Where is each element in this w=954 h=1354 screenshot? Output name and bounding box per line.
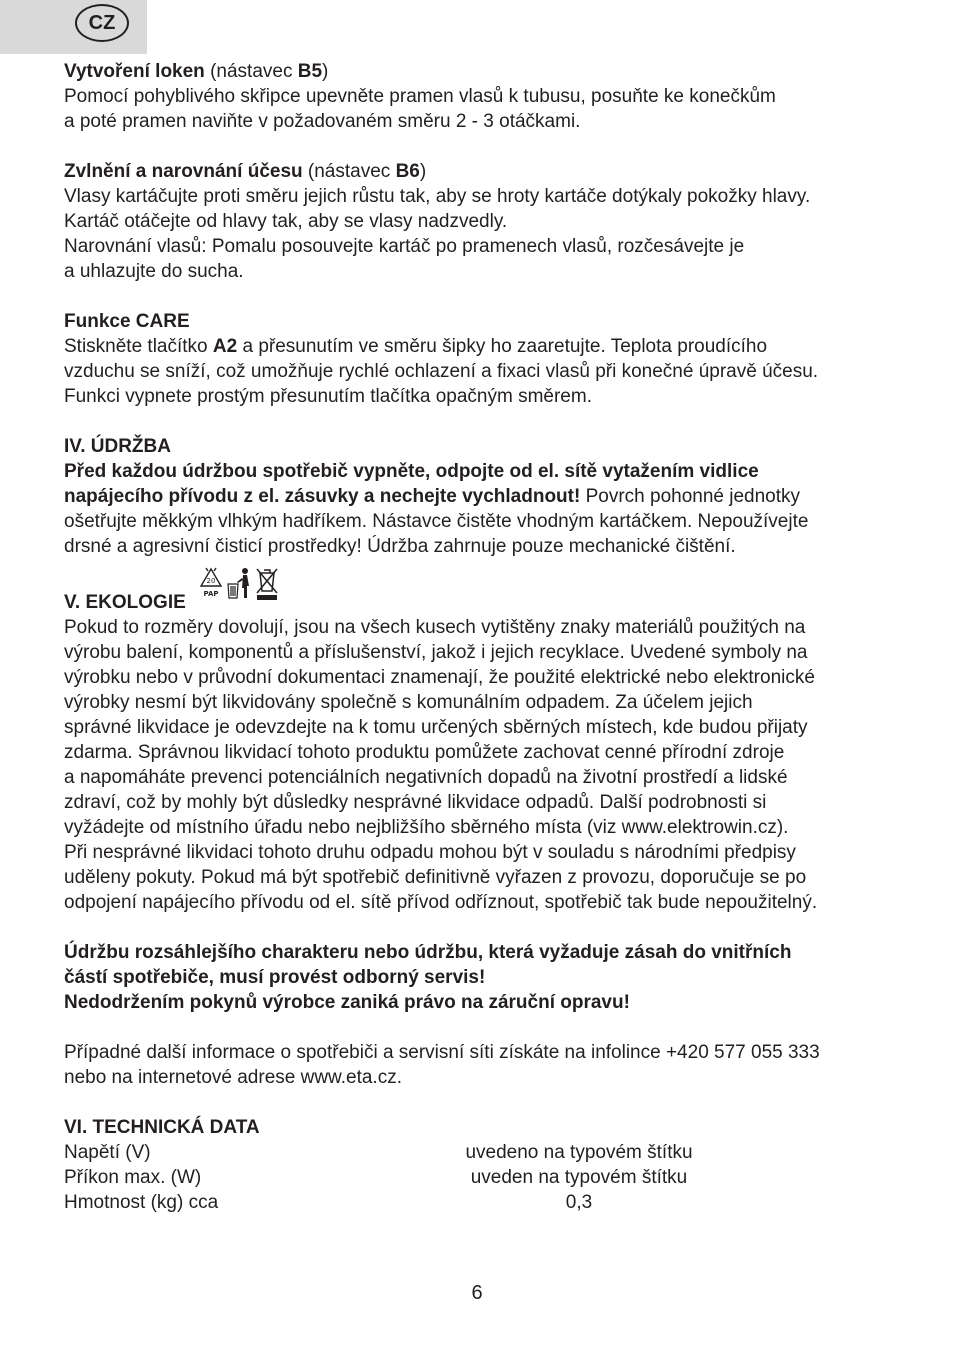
tech-label: Napětí (V): [64, 1142, 151, 1163]
info-line-2: nebo na internetové adrese www.eta.cz.: [64, 1067, 402, 1088]
page-content: [64, 59, 894, 1215]
maintenance-line-4: drsné a agresivní čisticí prostředky! Údržba zahrnuje pouze mechanické čištění.: [64, 536, 736, 557]
curls-heading: Vytvoření loken (nástavec B5): [64, 61, 329, 82]
warranty-warning: Nedodržením pokynů výrobce zaniká právo na záruční opravu!: [64, 992, 630, 1013]
waves-line-3: Narovnání vlasů: Pomalu posouvejte kartáč po pramenech vlasů, rozčesávejte je: [64, 236, 745, 257]
ecology-line: uděleny pokuty. Pokud má být spotřebič definitivně vyřazen z provozu, doporučuje se po: [64, 867, 807, 888]
tech-label: Hmotnost (kg) cca: [64, 1192, 219, 1213]
tech-value: uvedeno na typovém štítku: [465, 1142, 693, 1163]
tech-row: [64, 1165, 894, 1190]
waves-heading: Zvlnění a narovnání účesu (nástavec B6): [64, 161, 427, 182]
service-line-1: Údržbu rozsáhlejšího charakteru nebo údržbu, která vyžaduje zásah do vnitřních: [64, 942, 792, 963]
ecology-line: správné likvidace je odevzdejte na k tomu určených sběrných místech, kde budou přijaty: [64, 717, 808, 738]
recycle-pap-icon: [198, 566, 224, 609]
tech-row: [64, 1140, 894, 1165]
ecology-line: odpojení napájecího přívodu od el. sítě přívod odříznout, spotřebič tak bude nepoužitelný.: [64, 892, 818, 913]
ecology-icons: [198, 573, 280, 609]
ecology-heading: V. EKOLOGIE: [64, 592, 186, 613]
curls-line-1: Pomocí pohyblivého skřipce upevněte pramen vlasů k tubusu, posuňte ke konečkům: [64, 86, 776, 107]
tidyman-icon: [226, 566, 252, 609]
ecology-line: Při nesprávné likvidaci tohoto druhu odpadu mohou být v souladu s národními předpisy: [64, 842, 796, 863]
section-care: [64, 309, 894, 409]
tech-heading: VI. TECHNICKÁ DATA: [64, 1117, 260, 1138]
ecology-line: výrobku nebo v průvodní dokumentaci znamenají, že použité elektrické nebo elektronické: [64, 667, 815, 688]
svg-text:20: 20: [206, 577, 216, 585]
section-service-warning: [64, 940, 894, 1015]
maintenance-warning: Před každou údržbou spotřebič vypněte, odpojte od el. sítě vytažením vidlice: [64, 461, 759, 482]
service-line-2: částí spotřebiče, musí provést odborný servis!: [64, 967, 486, 988]
language-tab: [0, 0, 147, 54]
waves-line-4: a uhlazujte do sucha.: [64, 261, 244, 282]
ecology-line: výrobu balení, komponentů a příslušenství, jakož i jejich recyklace. Uvedené symboly na: [64, 642, 808, 663]
waves-line-1: Vlasy kartáčujte proti směru jejich růstu tak, aby se hroty kartáče dotýkaly pokožky hlavy.: [64, 186, 811, 207]
ecology-line: a napomáháte prevenci potenciálních negativních dopadů na životní prostředí a lidské: [64, 767, 788, 788]
ecology-line: zdraví, což by mohly být důsledky nesprávné likvidace odpadů. Další podrobnosti si: [64, 792, 767, 813]
crossed-bin-icon: [254, 566, 280, 609]
care-line-2: vzduchu se sníží, což umožňuje rychlé ochlazení a fixaci vlasů při konečné úpravě účesu.: [64, 361, 819, 382]
curls-line-2: a poté pramen naviňte v požadovaném směru 2 - 3 otáčkami.: [64, 111, 581, 132]
tech-row: [64, 1190, 894, 1215]
section-ecology: [64, 579, 894, 915]
maintenance-line-3: ošetřujte měkkým vlhkým hadříkem. Nástavce čistěte vhodným kartáčkem. Nepoužívejte: [64, 511, 809, 532]
language-badge: CZ: [75, 4, 129, 42]
section-info: [64, 1040, 894, 1090]
ecology-line: zdarma. Správnou likvidací tohoto produktu pomůžete zachovat cenné přírodní zdroje: [64, 742, 785, 763]
care-heading: Funkce CARE: [64, 311, 190, 332]
page-number: 6: [471, 1282, 483, 1304]
maintenance-heading: IV. ÚDRŽBA: [64, 436, 171, 457]
care-line-3: Funkci vypnete prostým přesunutím tlačítka opačným směrem.: [64, 386, 592, 407]
ecology-line: vyžádejte od místního úřadu nebo nejbližšího sběrného místa (viz www.elektrowin.cz).: [64, 817, 789, 838]
tech-value: uveden na typovém štítku: [470, 1167, 688, 1188]
section-maintenance: [64, 434, 894, 559]
info-line-1: Případné další informace o spotřebiči a servisní síti získáte na infolince +420 577 055 333: [64, 1042, 820, 1063]
tech-value: 0,3: [565, 1192, 593, 1213]
section-curls: [64, 59, 894, 134]
ecology-line: Pokud to rozměry dovolují, jsou na všech kusech vytištěny znaky materiálů použitých na: [64, 617, 806, 638]
maintenance-line-2: napájecího přívodu z el. zásuvky a nechejte vychladnout! Povrch pohonné jednotky: [64, 486, 801, 507]
section-waves: [64, 159, 894, 284]
section-technical-data: [64, 1115, 894, 1215]
ecology-heading-row: [64, 579, 894, 615]
tech-label: Příkon max. (W): [64, 1167, 202, 1188]
ecology-line: výrobky nesmí být likvidovány společně s komunálním odpadem. Za účelem jejich: [64, 692, 753, 713]
ecology-paragraph: [64, 615, 894, 915]
care-line-1: Stiskněte tlačítko A2 a přesunutím ve směru šipky ho zaaretujte. Teplota proudícího: [64, 336, 768, 357]
svg-text:PAP: PAP: [203, 590, 219, 598]
waves-line-2: Kartáč otáčejte od hlavy tak, aby se vlasy nadzvedly.: [64, 211, 508, 232]
